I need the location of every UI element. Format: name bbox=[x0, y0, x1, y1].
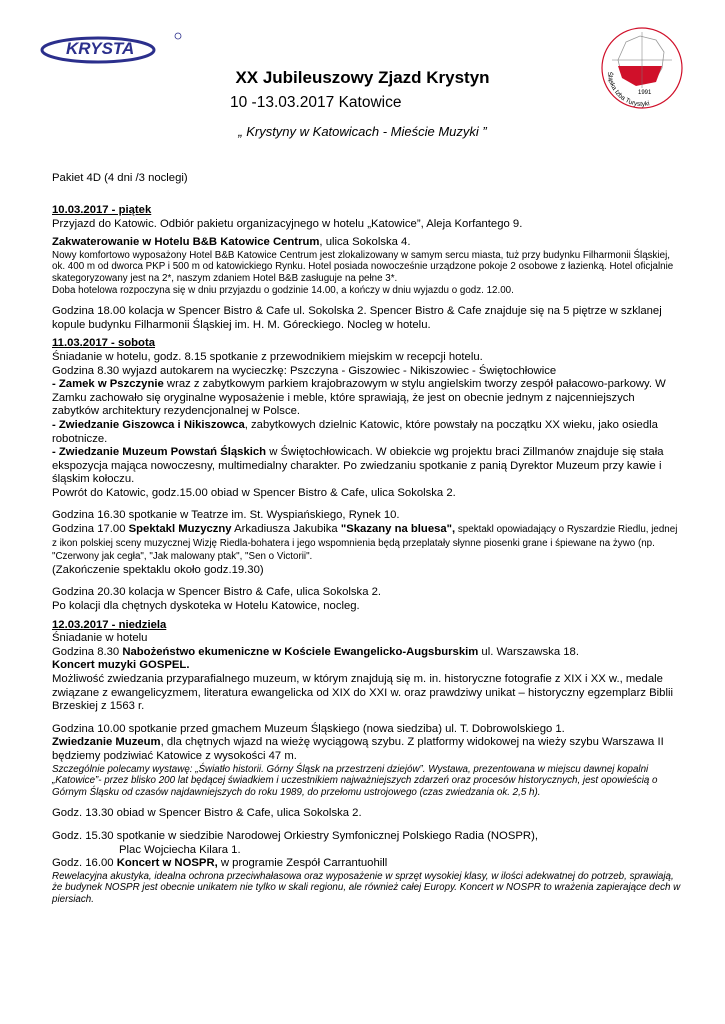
nospr-address: Plac Wojciecha Kilara 1. bbox=[119, 843, 241, 856]
event-motto: „ Krystyny w Katowicach - Mieście Muzyki ” bbox=[238, 124, 487, 139]
show-end-text: (Zakończenie spektaklu około godz.19.30) bbox=[52, 563, 264, 576]
package-info: Pakiet 4D (4 dni /3 noclegi) bbox=[52, 172, 188, 184]
show-author: Arkadiusza Jakubika bbox=[231, 523, 341, 536]
hotel-line bbox=[52, 236, 682, 250]
logo-wordmark: KRYSTA bbox=[66, 39, 135, 58]
exhibit-text: Szczególnie polecamy wystawę: „Światło historii. Górny Śląsk na przestrzeni dziejów”. Wystawa, prezentowana w miejscu dawnej kopalni „Katowice”- przez blisko 200 lat będącej świadkiem i uczestnikiem najważniejszych zdarzeń oraz procesów historycznych, jest opowieścią o Górnym Śląsku od czasów najdawniejszych do roku 1989, do przełomu ustrojowego (czas zwiedzania ok. 2,5 h). bbox=[52, 763, 658, 798]
service-text bbox=[52, 646, 682, 660]
krysta-logo bbox=[38, 30, 188, 66]
concert-title: Koncert w NOSPR, bbox=[116, 857, 218, 870]
day-heading: 12.03.2017 - niedziela bbox=[52, 618, 167, 631]
parish-museum-text: Możliwość zwiedzania przyparafialnego muzeum, w którym znajdują się m. in. historyczne fotografie z XIX i XX w., medale związane z ewangelicyzmem, literatura ewangelicka od XIX do XXI w. oraz prawdziwy unikat – historyczny egzemplarz Biblii Brzeskiej z 1563 r. bbox=[52, 673, 673, 713]
hotel-address: , ulica Sokolska 4. bbox=[319, 236, 411, 249]
service-title: Nabożeństwo ekumeniczne w Kościele Ewangelicko-Augsburskim bbox=[122, 645, 479, 658]
lunch-text: Godz. 13.30 obiad w Spencer Bistro & Cafe, ulica Sokolska 2. bbox=[52, 807, 362, 820]
page-title: XX Jubileuszowy Zjazd Krystyn bbox=[235, 68, 490, 87]
gospel-text: Koncert muzyki GOSPEL. bbox=[52, 659, 190, 672]
show-label: Spektakl Muzyczny bbox=[128, 523, 232, 536]
castle-title: - Zamek w Pszczynie bbox=[52, 378, 164, 391]
service-address: ul. Warszawska 18. bbox=[478, 645, 579, 658]
breakfast-text: Śniadanie w hotelu bbox=[52, 632, 148, 645]
dinner-text: Godzina 20.30 kolacja w Spencer Bistro & Cafe, ulica Sokolska 2. bbox=[52, 586, 382, 599]
trip-text: Godzina 8.30 wyjazd autokarem na wycieczkę: Pszczyna - Giszowiec - Nikiszowiec - Świętochłowice bbox=[52, 364, 557, 377]
concert-program: w programie Zespół Carrantuohill bbox=[217, 857, 388, 870]
hotel-hours: Doba hotelowa rozpoczyna się w dniu przyjazdu o godzinie 14.00, a kończy w dniu wyjazdu o godz. 12.00. bbox=[52, 284, 514, 296]
concert-description: Rewelacyjna akustyka, idealna ochrona przeciwhałasowa oraz wyposażenie w sprzęt wysokiej klasy, w ilości adekwatnej do potrzeb, sprawiają, że budynek NOSPR jest obecnie unikatem nie tylko w skali regionu, ale również całej Europy. Koncert w NOSPR to wrażenia zapierające dech w piersiach. bbox=[52, 870, 681, 905]
program-body bbox=[52, 204, 682, 906]
logo-ring-text: Śląska Izba Turystyki bbox=[605, 71, 651, 109]
day-heading: 11.03.2017 - sobota bbox=[52, 337, 155, 350]
museum-desc: w Świętochłowicach. W obiekcie wg projektu braci Zillmanów znajduje się stała ekspozycja mająca nowoczesny, multimedialny charakter. Po zwiedzaniu spotkanie z panią Dyrektor Muzeum przy kawie i śląskim kołoczu. bbox=[52, 446, 664, 486]
concert-text bbox=[52, 857, 682, 871]
districts-desc: , zabytkowych dzielnic Katowic, które powstały na początku XX wieku, jako osiedla robotnicze. bbox=[52, 418, 658, 445]
museum-title: - Zwiedzanie Muzeum Powstań Śląskich bbox=[52, 446, 267, 459]
districts-title: - Zwiedzanie Giszowca i Nikiszowca bbox=[52, 418, 245, 431]
hotel-name: Zakwaterowanie w Hotelu B&B Katowice Centrum bbox=[52, 236, 320, 249]
visit-desc: , dla chętnych wjazd na wieżę wyciągową szybu. Z platformy widokowej na wieży szybu Warszawa II będziemy podziwiać Katowice z wysokości 47 m. bbox=[52, 736, 664, 762]
logo-year: 1991 bbox=[638, 90, 652, 96]
hotel-description: Nowy komfortowo wyposażony Hotel B&B Katowice Centrum jest zlokalizowany w samym sercu miasta, tuż przy budynku Filharmonii Śląskiej, ok. 400 m od dworca PKP i 500 m od katowickiego Rynku. Hotel posiada nowocześnie urządzone pokoje 2 osobowe z łazienką. Hotel oficjalnie skategoryzowany jest na 2*, naszym zdaniem Hotel B&B zasługuje na pełne 3*. bbox=[52, 249, 674, 284]
show-text bbox=[52, 523, 682, 564]
districts-item bbox=[52, 419, 682, 446]
visit-text bbox=[52, 736, 682, 763]
arrival-text: Przyjazd do Katowic. Odbiór pakietu organizacyjnego w hotelu „Katowice”, Aleja Korfantego 9. bbox=[52, 217, 523, 230]
visit-title: Zwiedzanie Muzeum bbox=[52, 736, 161, 749]
museum-item bbox=[52, 446, 682, 487]
concert-time: Godz. 16.00 bbox=[52, 857, 117, 870]
meet-text: Godzina 10.00 spotkanie przed gmachem Muzeum Śląskiego (nowa siedziba) ul. T. Dobrowolskiego 1. bbox=[52, 722, 565, 735]
dinner-text: Godzina 18.00 kolacja w Spencer Bistro & Cafe ul. Sokolska 2. Spencer Bistro & Cafe znajduje się na 5 piętrze w szklanej kopule budynku Filharmonii Śląskiej im. H. M. Góreckiego. Nocleg w hotelu. bbox=[52, 305, 662, 331]
show-title: "Skazany na bluesa", bbox=[340, 523, 456, 536]
theatre-text: Godzina 16.30 spotkanie w Teatrze im. St. Wyspiańskiego, Rynek 10. bbox=[52, 509, 400, 522]
show-time: Godzina 17.00 bbox=[52, 523, 129, 536]
nospr-meet-text: Godz. 15.30 spotkanie w siedzibie Narodowej Orkiestry Symfonicznej Polskiego Radia (NOSPR), bbox=[52, 829, 538, 842]
event-dates: 10 -13.03.2017 Katowice bbox=[230, 94, 402, 111]
breakfast-text: Śniadanie w hotelu, godz. 8.15 spotkanie z przewodnikiem miejskim w recepcji hotelu. bbox=[52, 350, 483, 363]
day-heading: 10.03.2017 - piątek bbox=[52, 204, 152, 216]
castle-desc: wraz z zabytkowym parkiem krajobrazowym w stylu angielskim tworzy zespół pałacowo-parkowy. W Zamku zachowało się oryginalne wyposażenie i meble, które sprawiają, że jest on obecnie jednym z najcenniejszych zabytków architektury rezydencjonalnej w Polsce. bbox=[52, 378, 666, 418]
show-description: spektakl opowiadający o Ryszardzie Riedlu, jednej z ikon polskiej sceny muzycznej Wizję Riedla-bohatera i jego wspomnienia będą przeplatały słynne piosenki grane i śpiewane na żywo (np. "Czerwony jak cegła", "Jak malowany ptak", "Sen o Victorii". bbox=[52, 524, 678, 563]
return-text: Powrót do Katowic, godz.15.00 obiad w Spencer Bistro & Cafe, ulica Sokolska 2. bbox=[52, 486, 456, 499]
castle-item bbox=[52, 378, 682, 419]
service-time: Godzina 8.30 bbox=[52, 645, 123, 658]
disco-text: Po kolacji dla chętnych dyskoteka w Hotelu Katowice, nocleg. bbox=[52, 600, 360, 613]
